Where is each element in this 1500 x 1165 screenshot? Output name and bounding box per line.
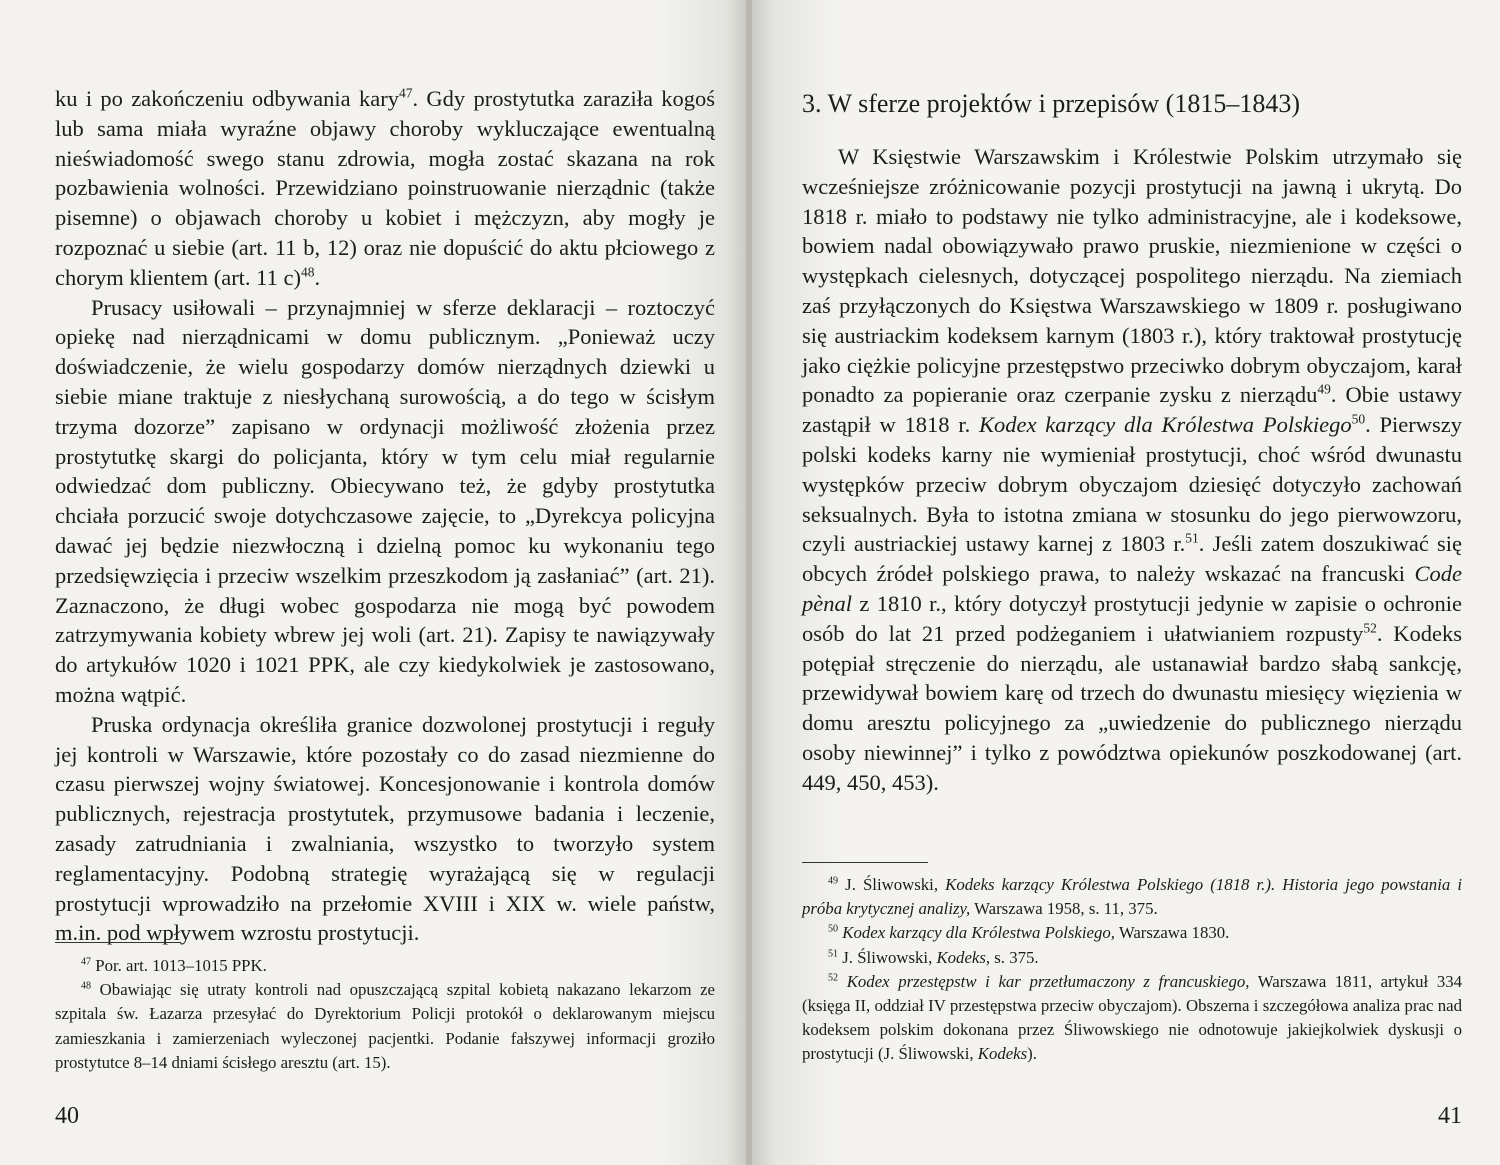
text-run: . Gdy prostytutka zaraziła kogoś lub sama miała wyraźne objawy choroby wykluczające ewentualną nieświadomość swego stanu zdrowia, mogła zostać skazana na rok pozbawienia wolności. Przewidziano poinstruowanie nierządnic (także pisemne) o objawach choroby u kobiet i mężczyzn, aby mogły je rozpoznać u siebie (art. 11 b, 12) oraz nie dopuścić do aktu płciowego z chorym klientem (art. 11 c) xyxy=(55,86,715,290)
left-page xyxy=(0,0,748,1165)
italic-text: Code pènal xyxy=(802,561,1462,616)
footnote-marker: 47 xyxy=(81,956,92,968)
footnote xyxy=(802,873,1462,921)
text-run: J. Śliwowski, xyxy=(838,947,937,967)
text-run: ). xyxy=(1027,1044,1037,1064)
section-heading: 3. W sferze projektów i przepisów (1815–1843) xyxy=(802,89,1300,118)
right-footnotes xyxy=(802,873,1462,1067)
italic-text: Kodex karzący dla Królestwa Polskiego xyxy=(978,412,1352,438)
footnote-marker: 49 xyxy=(828,875,839,887)
page-number: 40 xyxy=(55,1103,79,1129)
footnote-marker: 50 xyxy=(828,923,839,935)
right-page xyxy=(752,0,1500,1165)
text-run: W Księstwie Warszawskim i Królestwie Polskim utrzymało się wcześniejsze zróżnicowanie pozycji prostytucji na jawną i ukrytą. Do 1818 r. miało to podstawy nie tylko administracyjne, ale i kodeksowe, bowiem nadal obowiązywało prawo pruskie, niezmienione w części o występkach cielesnych, dotyczącej pospolitego nierządu. Na ziemiach zaś przyłączonych do Księstwa Warszawskiego w 1809 r. posługiwano się austriackim kodeksem karnym (1803 r.), który traktował prostytucję jako ciężkie policyjne przestępstwo przeciwko dobrym obyczajom, karał ponadto za popieranie oraz czerpanie zysku z nierządu xyxy=(802,144,1462,408)
footnote xyxy=(55,954,715,978)
footnote-separator xyxy=(802,862,928,863)
text-run xyxy=(838,972,847,991)
paragraph xyxy=(55,293,715,710)
left-page-body xyxy=(55,84,715,948)
text-run: . Pierwszy polski kodeks karny nie wymieniał prostytucji, choć wśród dwunastu występków przeciw dobrym obyczajom dziesięć dotyczyło zachowań seksualnych. Była to istotna zmiana w stosunku do jego pierwowzoru, czyli austriackiej ustawy karnej z 1803 r. xyxy=(802,412,1462,557)
text-run: Warszawa 1811, artykuł 334 (księga II, oddział IV przestępstwa przeciw obyczajom). Obszerna i szczegółowa analiza prac nad kodeksem polskim dokonana przez Śliwowskiego nie odnotowuje jakiejkolwiek dyskusji o prostytucji (J. Śliwowski, xyxy=(802,971,1463,1064)
footnote-marker: 52 xyxy=(828,972,839,984)
page-number: 41 xyxy=(1438,1103,1462,1129)
footnote xyxy=(802,921,1462,945)
footnote-separator xyxy=(55,942,181,943)
footnote-marker: 50 xyxy=(1351,411,1366,427)
text-run: s. 375. xyxy=(990,947,1039,967)
text-run: z 1810 r., który dotyczył prostytucji jedynie w zapisie o ochronie osób do lat 21 przed podżeganiem i ułatwianiem rozpusty xyxy=(802,590,1462,646)
text-run: Obawiając się utraty kontroli nad opuszczającą szpital kobietą nakazano lekarzom ze szpitala św. Łazarza przesyłać do Dyrektorium Policji protokół o deklarowanym miejscu zamieszkania i zamierzeniach wyleczonej pacjentki. Podanie fałszywej informacji groziło prostytutce 8–14 dniami ścisłego aresztu (art. 15). xyxy=(55,980,715,1072)
italic-text: Kodex przestępstw i kar przetłumaczony z francuskiego, xyxy=(846,971,1250,991)
text-run: . xyxy=(314,264,321,290)
text-run: . Kodeks potępiał stręczenie do nierządu, ale ustanawiał bardzo słabą sankcję, przewidywał bowiem karę od trzech do dwunastu miesięcy więzienia w domu aresztu policyjnego za „uwiedzenie do publicznego nierządu osoby niewinnej” i tylko z powództwa opiekunów poszkodowanej (art. 449, 450, 453). xyxy=(802,620,1462,795)
left-footnotes xyxy=(55,954,715,1075)
text-run: Warszawa 1958, s. 11, 375. xyxy=(970,899,1158,919)
footnote-marker: 51 xyxy=(828,948,839,960)
italic-text: Kodex karzący dla Królestwa Polskiego, xyxy=(842,923,1115,943)
paragraph xyxy=(55,84,715,293)
paragraph xyxy=(802,142,1462,798)
text-run: Warszawa 1830. xyxy=(1114,923,1230,943)
text-run: J. Śliwowski, xyxy=(838,875,946,894)
footnote xyxy=(55,978,715,1075)
text-run: . Jeśli zatem doszukiwać się obcych źródeł polskiego prawa, to należy wskazać na francuski xyxy=(802,531,1462,587)
text-run: ku i po zakończeniu odbywania kary xyxy=(55,86,399,111)
right-page-body xyxy=(802,142,1462,798)
italic-text: Kodeks karzący Królestwa Polskiego (1818 r.). Historia jego powstania i próba krytycznej analizy, xyxy=(802,875,1462,919)
text-run: Pruska ordynacja określiła granice dozwolonej prostytucji i reguły jej kontroli w Warszawie, które pozostały co do zasad niezmienne do czasu pierwszej wojny światowej. Koncesjonowanie i kontrola domów publicznych, rejestracja prostytutek, przymusowe badania i leczenie, zasady zatrudniania i zwalniania, wszystko to tworzyło system reglamentacyjny. Podobną strategię wyrażającą się w regulacji prostytucji wprowadziło na przełomie XVIII i XIX w. wiele państw, m.in. pod wpływem wzrostu prostytucji. xyxy=(55,711,715,946)
footnote xyxy=(802,946,1462,970)
footnote-marker: 48 xyxy=(300,264,315,280)
footnote-marker: 52 xyxy=(1363,620,1377,636)
text-run: . Obie ustawy zastąpił w 1818 r. xyxy=(802,382,1462,438)
italic-text: Kodeks, xyxy=(936,947,991,967)
footnote-marker: 47 xyxy=(398,85,413,101)
italic-text: Kodeks xyxy=(977,1044,1028,1064)
footnote xyxy=(802,970,1462,1067)
footnote-marker: 51 xyxy=(1185,530,1199,546)
text-run: Por. art. 1013–1015 PPK. xyxy=(91,956,267,975)
text-run: Prusacy usiłowali – przynajmniej w sferze deklaracji – roztoczyć opiekę nad nierządnicami w domu publicznym. „Ponieważ uczy doświadczenie, że wielu gospodarzy domów nierządnych dziewki u siebie miane traktuje z niesłychaną surowością, a do tego w ścisłym trzyma dozorze” zapisano w ordynacji możliwość złożenia przez prostytutkę skargi do policjanta, który w tym celu miał regularnie odwiedzać dom publiczny. Obiecywano też, że gdyby prostytutka chciała porzucić swoje dotychczasowe zajęcie, to „Dyrekcya policyjna dawać jej będzie niezwłoczną i dzielną pomoc ku wykonaniu tego przedsięwzięcia i przeciw wszelkim przeszkodom ją zasłaniać” (art. 21). Zaznaczono, że długi wobec gospodarza nie mogą być powodem zatrzymywania kobiety wbrew jej woli (art. 21). Zapisy te nawiązywały do artykułów 1020 i 1021 PPK, ale czy kiedykolwiek je zastosowano, można wątpić. xyxy=(55,294,715,707)
footnote-marker: 48 xyxy=(81,980,92,992)
paragraph xyxy=(55,710,715,948)
footnote-marker: 49 xyxy=(1317,381,1331,397)
